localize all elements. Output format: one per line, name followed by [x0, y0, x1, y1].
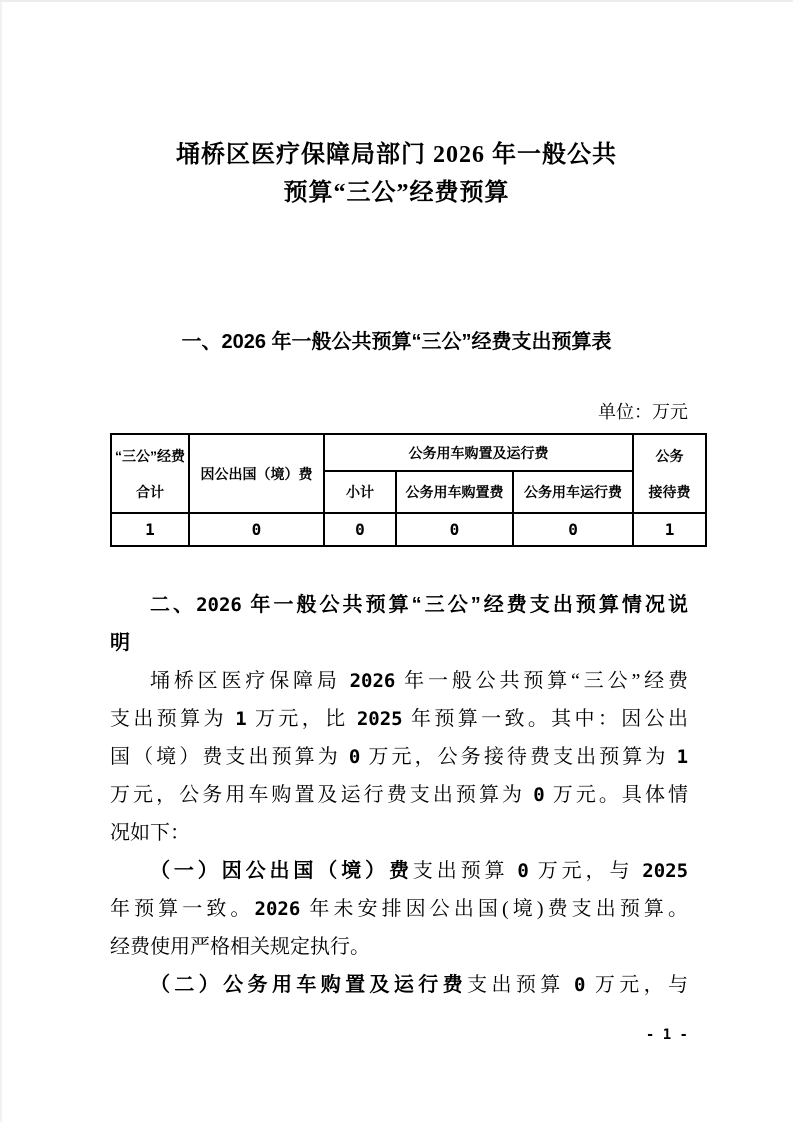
- value-total: 1: [111, 513, 189, 546]
- number-text: 2025: [642, 860, 689, 882]
- header-abroad: 因公出国（境）费: [189, 434, 324, 513]
- text-segment: 万元，公务用车购置及运行费支出预算为: [110, 784, 534, 806]
- header-total-line1: “三公”经费: [115, 447, 185, 464]
- body-line: [110, 928, 688, 966]
- page-number: - 1 -: [645, 1027, 688, 1043]
- text-segment: 国（境）费支出预算为: [110, 746, 349, 768]
- body-line: [110, 966, 688, 1004]
- text-segment: 年未安排因公出国(境)费支出预算。: [300, 898, 688, 920]
- text-segment: 二、: [150, 594, 197, 616]
- number-text: 2025: [356, 708, 403, 730]
- number-text: 1: [676, 746, 689, 768]
- value-subtotal: 0: [324, 513, 396, 546]
- text-segment: 年一般公共预算“三公”经费: [395, 670, 688, 692]
- text-segment: （一）因公出国（境）费: [150, 860, 413, 882]
- text-segment: 经费使用严格相关规定执行。: [110, 936, 370, 958]
- text-segment: 年预算一致。: [110, 898, 255, 920]
- text-segment: 支出预算: [467, 974, 575, 996]
- header-total: [111, 434, 189, 513]
- document-title: [0, 136, 793, 212]
- header-vehicle-group: 公务用车购置及运行费: [324, 434, 633, 471]
- section2-text: [110, 586, 688, 1004]
- header-purchase: 公务用车购置费: [396, 471, 513, 513]
- table-row: [111, 513, 706, 546]
- body-line: [110, 890, 688, 928]
- text-segment: 支出预算: [412, 860, 518, 882]
- section2-heading-line: [110, 586, 688, 624]
- body-line: [110, 662, 688, 700]
- value-purchase: 0: [396, 513, 513, 546]
- number-text: 0: [574, 974, 586, 996]
- number-text: 2026: [196, 594, 242, 616]
- body-line: [110, 700, 688, 738]
- title-line-2: 预算“三公”经费预算: [283, 180, 510, 206]
- text-segment: （二）公务用车购置及运行费: [150, 974, 468, 996]
- text-segment: 年预算一致。其中：因公出: [402, 708, 689, 730]
- number-text: 0: [517, 860, 529, 882]
- text-segment: 埇桥区医疗保障局: [150, 670, 350, 692]
- text-segment: 支出预算为: [110, 708, 236, 730]
- number-text: 0: [348, 746, 361, 768]
- value-operation: 0: [513, 513, 633, 546]
- number-text: 2026: [349, 670, 396, 692]
- header-total-line2: 合计: [136, 483, 164, 500]
- text-segment: 万元，与: [528, 860, 643, 882]
- header-reception: [633, 434, 706, 513]
- section1-heading: 一、2026 年一般公共预算“三公”经费支出预算表: [181, 331, 612, 353]
- header-subtotal: 小计: [324, 471, 396, 513]
- text-segment: 万元。具体情: [544, 784, 689, 806]
- number-text: 2026: [254, 898, 301, 920]
- text-segment: 万元，与: [585, 974, 689, 996]
- text-segment: 明: [110, 632, 130, 654]
- text-segment: 况如下：: [110, 822, 190, 844]
- body-line: [110, 776, 688, 814]
- header-reception-line2: 接待费: [648, 483, 691, 500]
- section2-heading-line: [110, 624, 688, 662]
- budget-table-wrap: [110, 433, 705, 547]
- unit-note: 单位：万元: [598, 402, 688, 422]
- body-line: [110, 852, 688, 890]
- value-abroad: 0: [189, 513, 324, 546]
- text-segment: 年一般公共预算“三公”经费支出预算情况说: [241, 594, 688, 616]
- text-segment: 万元，比: [246, 708, 357, 730]
- value-reception: 1: [633, 513, 706, 546]
- body-line: [110, 738, 688, 776]
- header-reception-line1: 公务: [655, 447, 684, 464]
- text-segment: 万元，公务接待费支出预算为: [360, 746, 677, 768]
- title-line-1: 埇桥区医疗保障局部门 2026 年一般公共: [176, 142, 617, 168]
- header-operation: 公务用车运行费: [513, 471, 633, 513]
- number-text: 0: [533, 784, 545, 806]
- number-text: 1: [235, 708, 247, 730]
- budget-table: [110, 433, 707, 547]
- body-line: [110, 814, 688, 852]
